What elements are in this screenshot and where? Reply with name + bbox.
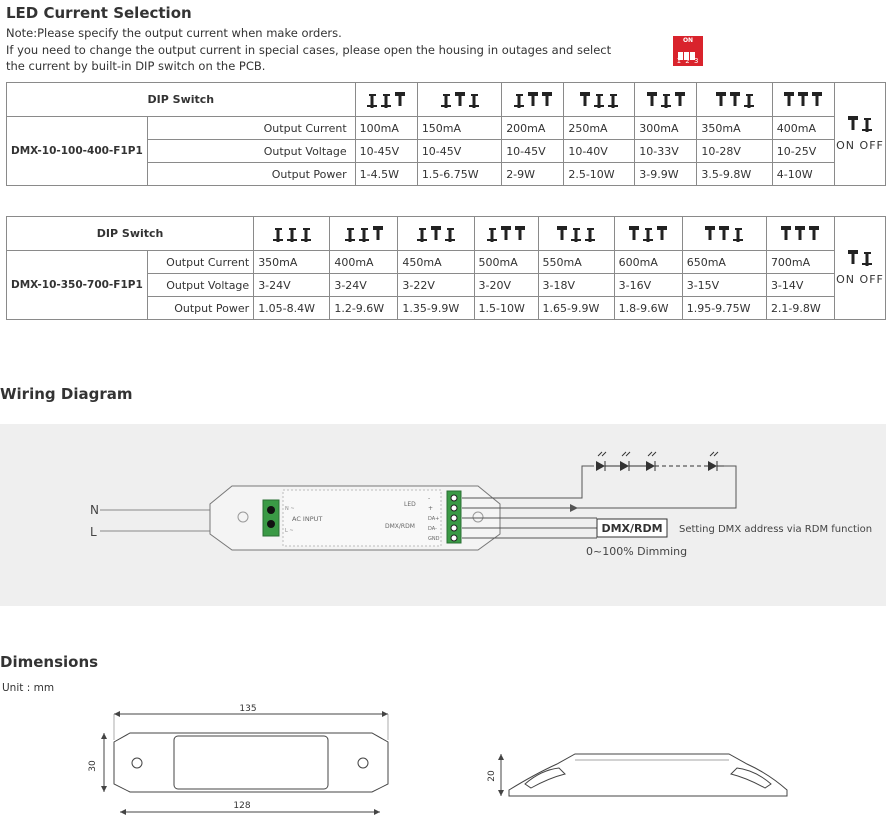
switch-on-icon	[798, 92, 808, 106]
dmx-rdm-small-label: DMX/RDM	[385, 523, 415, 530]
svg-text:DA+: DA+	[428, 516, 440, 522]
note-line-3: the current by built-in DIP switch on the PCB.	[6, 59, 266, 73]
note-line-2: If you need to change the output current in special cases, please open the housing in outages and select	[6, 43, 612, 57]
switch-off-icon	[733, 228, 743, 242]
table-cell: 450mA	[398, 251, 474, 274]
height-label: 20	[487, 770, 497, 782]
switch-on-icon	[501, 226, 511, 240]
table-cell: 550mA	[538, 251, 614, 274]
svg-text:GND: GND	[428, 536, 440, 542]
switch-pattern	[330, 217, 398, 251]
dip-switch-header: DIP Switch	[7, 83, 356, 117]
switch-on-icon	[647, 92, 657, 106]
dip-switch-header: DIP Switch	[7, 217, 254, 251]
switch-pattern	[564, 83, 635, 117]
table-cell: 3-9.9W	[635, 163, 697, 186]
switch-on-icon	[716, 92, 726, 106]
dip-table-1	[6, 82, 886, 186]
switch-off-icon	[862, 252, 872, 266]
table-cell: 1.35-9.9W	[398, 297, 474, 320]
led-label: LED	[404, 501, 416, 508]
off-label: OFF	[859, 139, 884, 152]
switch-off-icon	[744, 94, 754, 108]
wiring-diagram	[0, 424, 886, 606]
dmx-rdm-box-label: DMX/RDM	[601, 522, 663, 535]
switch-off-icon	[514, 94, 524, 108]
switch-off-icon	[594, 94, 604, 108]
table-cell: 2-9W	[502, 163, 564, 186]
switch-off-icon	[345, 228, 355, 242]
table-cell: 2.5-10W	[564, 163, 635, 186]
switch-off-icon	[661, 94, 671, 108]
switch-off-icon	[287, 228, 297, 242]
switch-off-icon	[445, 228, 455, 242]
table-cell: 250mA	[564, 117, 635, 140]
ac-terminal	[263, 500, 279, 536]
side-view-drawing	[485, 740, 795, 805]
wiring-diagram-panel	[0, 424, 886, 606]
table-cell: 1.65-9.9W	[538, 297, 614, 320]
dip-switch-icon	[846, 250, 874, 266]
switch-pattern	[474, 217, 538, 251]
switch-on-icon	[719, 226, 729, 240]
switch-off-icon	[643, 228, 653, 242]
dip-switch-icon	[343, 226, 385, 242]
switch-on-icon	[730, 92, 740, 106]
dip-switch-icon	[555, 226, 597, 242]
ac-input-label: AC INPUT	[292, 515, 323, 523]
table-cell: 3-15V	[682, 274, 766, 297]
switch-on-icon	[629, 226, 639, 240]
on-label: ON	[836, 139, 856, 152]
table-cell: 10-45V	[417, 140, 501, 163]
table-cell: 10-28V	[697, 140, 772, 163]
table-cell: 350mA	[697, 117, 772, 140]
model-name: DMX-10-350-700-F1P1	[7, 251, 148, 320]
switch-on-icon	[705, 226, 715, 240]
dip-switch-icon	[714, 92, 756, 108]
table-cell: 200mA	[502, 117, 564, 140]
table-cell: 1.95-9.75W	[682, 297, 766, 320]
table-cell: 1.5-10W	[474, 297, 538, 320]
switch-off-icon	[417, 228, 427, 242]
switch-on-icon	[781, 226, 791, 240]
table-cell: 1.2-9.6W	[330, 297, 398, 320]
width-label: 30	[88, 760, 98, 772]
switch-pattern	[355, 83, 417, 117]
switch-pattern	[772, 83, 834, 117]
svg-text:L ~: L ~	[285, 528, 294, 534]
dip-switch-icon	[782, 92, 824, 108]
table-cell: 3-24V	[254, 274, 330, 297]
dip-table-2	[6, 216, 886, 320]
table-cell: 10-45V	[502, 140, 564, 163]
top-view-drawing	[80, 700, 410, 820]
dip-switch-icon	[627, 226, 669, 242]
led-current-title: LED Current Selection	[6, 4, 192, 22]
switch-on-icon	[395, 92, 405, 106]
row-label: Output Power	[147, 163, 355, 186]
dip-switch-icon	[645, 92, 687, 108]
dip-switch-icon	[846, 116, 874, 132]
table-cell: 3-24V	[330, 274, 398, 297]
length-outer-label: 135	[239, 704, 257, 714]
dip-switch-icon	[271, 226, 313, 242]
switch-off-icon	[585, 228, 595, 242]
switch-on-icon	[795, 226, 805, 240]
on-label: ON	[836, 273, 856, 286]
table-cell: 3.5-9.8W	[697, 163, 772, 186]
switch-pattern	[697, 83, 772, 117]
switch-pattern	[417, 83, 501, 117]
table-cell: 150mA	[417, 117, 501, 140]
dip-switch-icon	[673, 36, 703, 66]
model-name: DMX-10-100-400-F1P1	[7, 117, 148, 186]
dip-icon-numbers: 1 2 3	[676, 57, 700, 65]
dip-switch-icon	[779, 226, 821, 242]
switch-pattern	[398, 217, 474, 251]
svg-text:DA-: DA-	[428, 526, 437, 532]
table-cell: 10-25V	[772, 140, 834, 163]
note-line-1: Note:Please specify the output current when make orders.	[6, 26, 342, 40]
switch-off-icon	[367, 94, 377, 108]
svg-text:-: -	[428, 495, 431, 502]
switch-pattern	[502, 83, 564, 117]
table-cell: 2.1-9.8W	[766, 297, 834, 320]
switch-on-icon	[431, 226, 441, 240]
switch-off-icon	[862, 118, 872, 132]
table-cell: 10-40V	[564, 140, 635, 163]
dimming-label: 0~100% Dimming	[586, 545, 688, 558]
dip-switch-icon	[578, 92, 620, 108]
table-cell: 3-20V	[474, 274, 538, 297]
switch-pattern	[682, 217, 766, 251]
table-cell: 1.5-6.75W	[417, 163, 501, 186]
row-label: Output Voltage	[147, 274, 253, 297]
switch-on-icon	[542, 92, 552, 106]
switch-off-icon	[469, 94, 479, 108]
dip-switch-icon	[415, 226, 457, 242]
table-cell: 600mA	[614, 251, 682, 274]
row-label: Output Current	[147, 117, 355, 140]
table-cell: 1-4.5W	[355, 163, 417, 186]
dip-switch-icon	[703, 226, 745, 242]
switch-pattern	[635, 83, 697, 117]
table-cell: 3-22V	[398, 274, 474, 297]
row-label: Output Current	[147, 251, 253, 274]
length-inner-label: 128	[233, 801, 251, 811]
switch-pattern	[538, 217, 614, 251]
switch-pattern	[254, 217, 330, 251]
table-cell: 1.8-9.6W	[614, 297, 682, 320]
switch-on-icon	[848, 250, 858, 264]
table-cell: 1.05-8.4W	[254, 297, 330, 320]
table-cell: 100mA	[355, 117, 417, 140]
dimensions-title: Dimensions	[0, 653, 99, 671]
table-cell: 400mA	[330, 251, 398, 274]
on-off-legend	[835, 83, 886, 186]
table-cell: 3-14V	[766, 274, 834, 297]
table-cell: 10-33V	[635, 140, 697, 163]
table-cell: 350mA	[254, 251, 330, 274]
switch-on-icon	[373, 226, 383, 240]
table-cell: 650mA	[682, 251, 766, 274]
switch-on-icon	[812, 92, 822, 106]
row-label: Output Voltage	[147, 140, 355, 163]
wiring-diagram-title: Wiring Diagram	[0, 385, 133, 403]
dip-switch-icon	[485, 226, 527, 242]
switch-on-icon	[784, 92, 794, 106]
dip-switch-icon	[439, 92, 481, 108]
table-cell: 3-16V	[614, 274, 682, 297]
switch-off-icon	[571, 228, 581, 242]
switch-on-icon	[455, 92, 465, 106]
switch-on-icon	[809, 226, 819, 240]
switch-off-icon	[273, 228, 283, 242]
table-cell: 10-45V	[355, 140, 417, 163]
unit-label: Unit : mm	[2, 682, 55, 694]
n-label: N	[90, 503, 99, 517]
row-label: Output Power	[147, 297, 253, 320]
table-cell: 500mA	[474, 251, 538, 274]
switch-off-icon	[608, 94, 618, 108]
rdm-note: Setting DMX address via RDM function	[679, 524, 873, 535]
switch-on-icon	[515, 226, 525, 240]
switch-off-icon	[381, 94, 391, 108]
l-label: L	[90, 525, 97, 539]
switch-off-icon	[441, 94, 451, 108]
switch-on-icon	[557, 226, 567, 240]
table-cell: 300mA	[635, 117, 697, 140]
switch-off-icon	[359, 228, 369, 242]
dip-icon-on-label: ON	[682, 37, 694, 44]
svg-text:+: +	[428, 505, 434, 512]
table-cell: 400mA	[772, 117, 834, 140]
switch-pattern	[614, 217, 682, 251]
table-cell: 700mA	[766, 251, 834, 274]
off-label: OFF	[859, 273, 884, 286]
table-cell: 3-18V	[538, 274, 614, 297]
switch-on-icon	[657, 226, 667, 240]
switch-pattern	[766, 217, 834, 251]
switch-on-icon	[675, 92, 685, 106]
table-cell: 4-10W	[772, 163, 834, 186]
dip-switch-icon	[512, 92, 554, 108]
switch-on-icon	[848, 116, 858, 130]
switch-off-icon	[301, 228, 311, 242]
switch-off-icon	[487, 228, 497, 242]
dip-switch-icon	[365, 92, 407, 108]
svg-text:N ~: N ~	[285, 506, 295, 512]
led-chain	[596, 452, 724, 471]
switch-on-icon	[580, 92, 590, 106]
switch-on-icon	[528, 92, 538, 106]
on-off-legend	[835, 217, 886, 320]
